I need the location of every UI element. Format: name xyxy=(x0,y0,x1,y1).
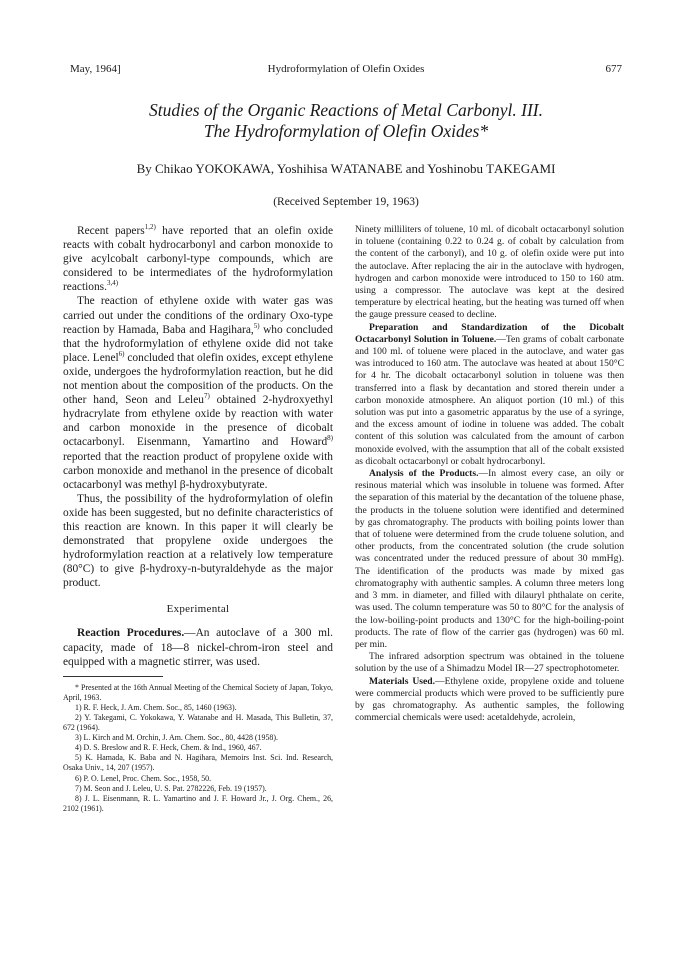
intro-paragraph-1: Recent papers$^{1,2)}$ have reported that an olefin oxide reacts with cobalt hydrocarbonyl and carbon monoxide to give acylcobalt carbonyl-type compounds, which are considered to be intermediates of the hydroformylation reactions.$^{3,4)}$ xyxy=(63,223,333,294)
citation-superscript: 7) xyxy=(203,392,210,401)
title-line-1: Studies of the Organic Reactions of Metal Carbonyl. III. xyxy=(148,100,543,120)
footnote: 5) K. Hamada, K. Baba and N. Hagihara, Memoirs Inst. Sci. Ind. Research, Osaka Univ., 14, 207 (1957). xyxy=(63,753,333,773)
section-heading-experimental: Experimental xyxy=(166,603,230,616)
authors-prefix: By Chikao xyxy=(136,161,196,176)
footnote: 1) R. F. Heck, J. Am. Chem. Soc., 85, 1460 (1963). xyxy=(75,702,237,712)
authors-separator-2: and Yoshinobu xyxy=(402,161,487,176)
footnotes xyxy=(63,683,333,814)
author-2-surname xyxy=(331,161,403,176)
author-3-rest: AKEGAMI xyxy=(494,161,556,176)
footnote-divider xyxy=(63,676,163,677)
author-1-initial: Y xyxy=(195,161,205,176)
citation-superscript: 3,4) xyxy=(106,279,119,288)
author-1-rest: OKOKAWA xyxy=(204,161,271,176)
citation-superscript: 5) xyxy=(253,321,260,330)
materials-paragraph: Materials Used.—Ethylene oxide, propylene oxide and toluene were commercial products which were proved to be sufficiently pure by gas chromatography. As authentic samples, the following commercial chemicals were used: acetaldehyde, acrolein, xyxy=(355,675,624,724)
intro-paragraph-2: The reaction of ethylene oxide with water gas was carried out under the conditions of the ordinary Oxo-type reaction by Hamada, Baba and Hagihara,$^{5)}$ who concluded that the hydroformylation of ethylene oxide did not take place. Lenel$^{6)}$ concluded that olefin oxides, except ethylene oxide, undergoes the hydroformylation reaction, but he did not mention about the composition of the products. On the other hand, Seon and Leleu$^{7)}$ obtained 2-hydroxyethyl hydracrylate from ethylene oxide by reaction with water and carbon monoxide in the presence of dicobalt octacarbonyl. Eisenmann, Yamartino and Howard$^{8)}$ reported that the reaction product of propylene oxide with carbon monoxide and methanol in the presence of dicobalt octacarbonyl was methyl β-hydroxybutyrate. xyxy=(63,295,334,491)
author-line xyxy=(70,161,622,177)
author-3-surname xyxy=(486,161,555,176)
citation-superscript: 1,2) xyxy=(144,223,156,232)
left-column xyxy=(63,224,333,814)
intro-paragraph-3: Thus, the possibility of the hydroformylation of olefin oxide has been suggested, but no definite characteristics of this reaction are known. In this paper it will clearly be demonstrated that propylene oxide undergoes the hydroformylation reaction at a relatively low temperature (80°C) to give β-hydroxy-n-butyraldehyde as the major product. xyxy=(63,492,333,590)
header-page-number: 677 xyxy=(605,63,622,75)
footnote: 2) Y. Takegami, C. Yokokawa, Y. Watanabe and H. Masada, This Bulletin, 37, 672 (1964). xyxy=(63,713,333,733)
received-date: (Received September 19, 1963) xyxy=(273,196,419,208)
author-3-initial: T xyxy=(486,161,495,176)
author-2-rest: ATANABE xyxy=(342,161,403,176)
footnote: * Presented at the 16th Annual Meeting of the Chemical Society of Japan, Tokyo, April, 1963. xyxy=(63,682,333,702)
citation-superscript: 6) xyxy=(118,350,125,359)
runin-heading: Preparation and Standardization of the Dicobalt Octacarbonyl Solution in Toluene. xyxy=(355,321,624,345)
footnote: 3) L. Kirch and M. Orchin, J. Am. Chem. Soc., 80, 4428 (1958). xyxy=(75,733,278,743)
author-2-initial: W xyxy=(330,161,343,176)
right-column xyxy=(355,224,624,724)
footnote: 8) J. L. Eisenmann, R. L. Yamartino and J. F. Howard Jr., J. Org. Chem., 26, 2102 (1961). xyxy=(63,793,333,813)
footnote: 6) P. O. Lenel, Proc. Chem. Soc., 1958, 50. xyxy=(75,773,212,783)
title-line-2: The Hydroformylation of Olefin Oxides* xyxy=(203,121,489,141)
analysis-paragraph: Analysis of the Products.—In almost every case, an oily or resinous material which was insoluble in toluene was formed. After the separation of this material by the decantation of the toluene phase, the products in the toluene solution were identified and determined by gas chromatography. The products with boiling points lower than that of toluene were determined from the crude toluene solution, and other products, from the concentrated solution (the crude solution was concentrated under the reduced pressure of about 30 mmHg). The identification of the products was made by mixed gas chromatography with authentic samples. A column three meters long and 3 mm. in diameter, and filled with dilauryl phthalate on cerite, was used. The column temperature was 50 to 80°C for the analysis of the low-boiling-point products and 130°C for the high-boiling-point products. The rate of flow of the carrier gas (hydrogen) was 60 ml. per min. xyxy=(355,468,624,650)
runin-heading: Materials Used. xyxy=(369,675,436,687)
header-date: May, 1964] xyxy=(70,63,121,75)
article-title xyxy=(70,100,622,142)
header-running-title: Hydroformylation of Olefin Oxides xyxy=(267,63,425,75)
running-header xyxy=(70,62,622,76)
reaction-procedures-paragraph: Reaction Procedures.—An autoclave of a 300 ml. capacity, made of 18—8 nickel-chrom-iron steel and equipped with a magnetic stirrer, was used. xyxy=(63,627,333,668)
runin-heading: Reaction Procedures. xyxy=(77,627,185,640)
citation-superscript: 8) xyxy=(327,434,333,443)
runin-heading: Analysis of the Products. xyxy=(369,468,479,480)
preparation-paragraph: Preparation and Standardization of the Dicobalt Octacarbonyl Solution in Toluene.—Ten grams of cobalt carbonate and 100 ml. of toluene were placed in the autoclave, and water gas was introduced to 160 atm. The autoclave was heated at about 150°C for 4 hr. The dicobalt octacarbonyl solution in toluene was then transferred into a flask by decantation and stored therein under a carbon monoxide atmosphere. An aliquot portion (10 ml.) of this solution was put into a gasometric apparatus by the use of a syringe, and the excess amount of iodine in toluene was added. The cobalt content of this solution was calculated from the amount of carbon monoxide evolved, with the assumption that all of the cobalt exsisted as dicobalt octacarbonyl or cobalt hydrocarbonyl. xyxy=(355,321,624,467)
footnote: 4) D. S. Breslow and R. F. Heck, Chem. & Ind., 1960, 467. xyxy=(75,743,262,753)
infrared-paragraph: The infrared adsorption spectrum was obtained in the toluene solution by the use of a Shimadzu Model IR—27 spectrophotometer. xyxy=(355,651,624,675)
authors-separator-1: , Yoshihisa xyxy=(270,161,331,176)
author-1-surname xyxy=(195,161,271,176)
footnote: 7) M. Seon and J. Leleu, U. S. Pat. 2782226, Feb. 19 (1957). xyxy=(75,783,267,793)
procedure-continued-paragraph: Ninety milliliters of toluene, 10 ml. of dicobalt octacarbonyl solution in toluene (containing 0.22 to 0.24 g. of cobalt by calculation from the content of the carbonyl), and 10 g. of olefin oxide were put into the autoclave. After replacing the air in the autoclave with hydrogen, hydrogen and carbon monoxide were introduced to 150 to 160 atm. using a compressor. The autoclave was kept at the desired temperature by electrical heating, but the heating was turned off when the gauge pressure ceased to decline. xyxy=(355,224,624,321)
